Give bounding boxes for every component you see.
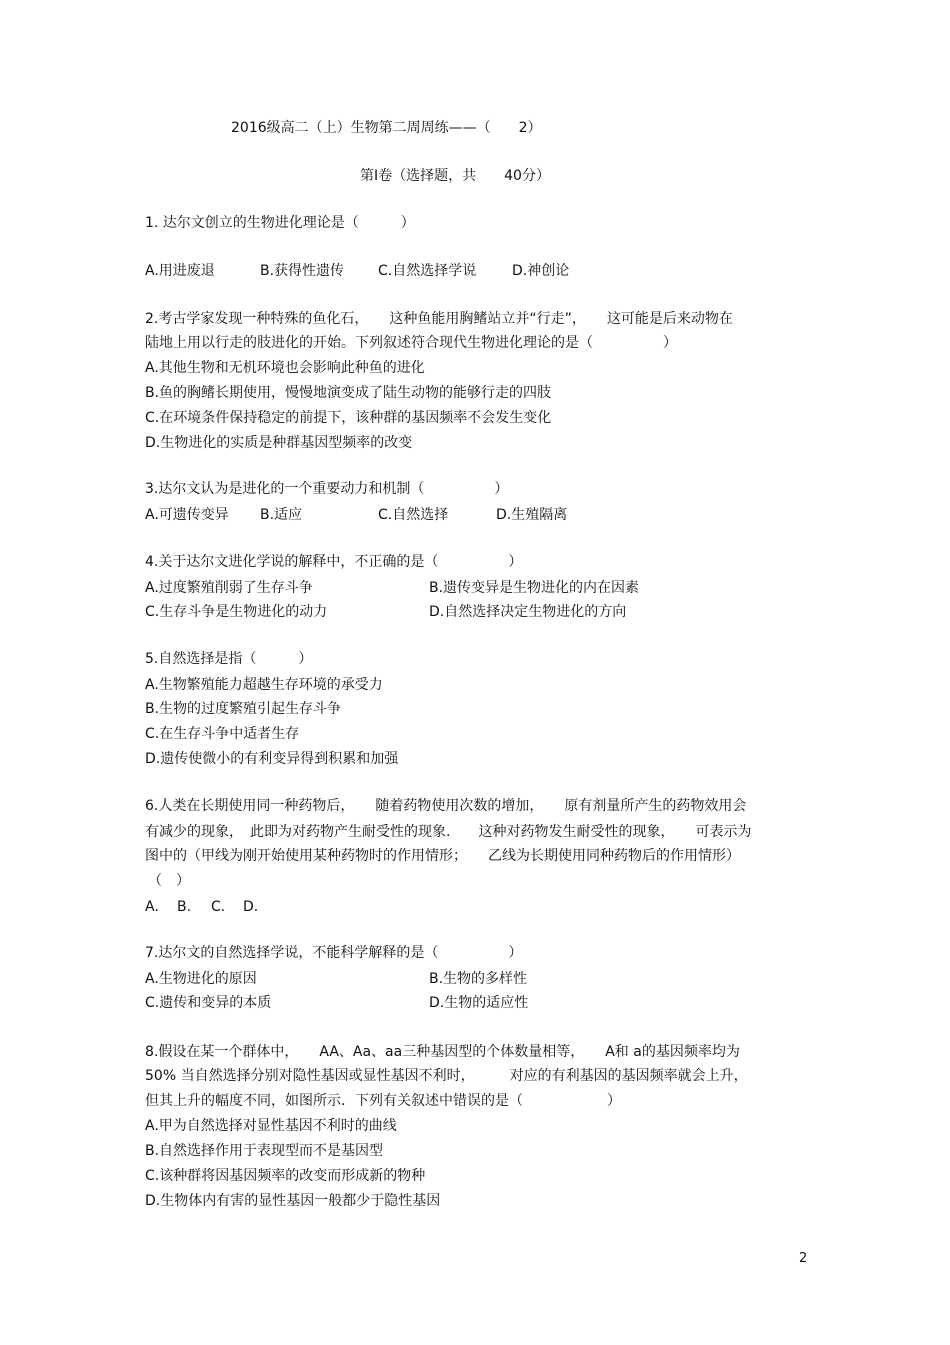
q6-option-c: C.: [211, 899, 226, 915]
q3-stem: 3.达尔文认为是进化的一个重要动力和机制（ ）: [145, 481, 509, 497]
q6-stem-line3: 图中的（甲线为刚开始使用某种药物时的作用情形； 乙线为长期使用同种药物后的作用情形）: [145, 848, 740, 864]
q6-option-b: B.: [177, 899, 192, 915]
q8-option-c: C.该种群将因基因频率的改变而形成新的物种: [145, 1168, 426, 1184]
q8-stem-line3: 但其上升的幅度不同，如图所示．下列有关叙述中错误的是（ ）: [145, 1093, 621, 1109]
q2-option-b: B.鱼的胸鳍长期使用，慢慢地演变成了陆生动物的能够行走的四肢: [145, 385, 552, 401]
q8-option-d: D.生物体内有害的显性基因一般都少于隐性基因: [145, 1193, 441, 1209]
q2-option-a: A.其他生物和无机环境也会影响此种鱼的进化: [145, 360, 425, 376]
q8-option-b: B.自然选择作用于表现型而不是基因型: [145, 1143, 384, 1159]
q3-option-b: B.适应: [260, 507, 303, 523]
page-number: 2: [799, 1251, 808, 1266]
q2-option-d: D.生物进化的实质是种群基因型频率的改变: [145, 435, 413, 451]
q1-stem: 1. 达尔文创立的生物进化理论是（ ）: [145, 215, 415, 231]
q4-option-c: C.生存斗争是生物进化的动力: [145, 604, 328, 620]
q1-option-d: D.神创论: [512, 263, 570, 279]
q4-option-b: B.遗传变异是生物进化的内在因素: [429, 580, 640, 596]
q8-stem-line2: 50% 当自然选择分别对隐性基因或显性基因不利时， 对应的有利基因的基因频率就会上升，: [145, 1068, 748, 1084]
q3-option-c: C.自然选择: [378, 507, 449, 523]
q6-stem-line1: 6.人类在长期使用同一种药物后， 随着药物使用次数的增加， 原有剂量所产生的药物效用会: [145, 798, 747, 814]
q4-option-d: D.自然选择决定生物进化的方向: [429, 604, 627, 620]
page-title: 2016级高二（上）生物第二周周练——（ 2）: [231, 120, 542, 136]
q1-option-c: C.自然选择学说: [378, 263, 477, 279]
q3-option-d: D.生殖隔离: [496, 507, 568, 523]
q6-option-d: D.: [243, 899, 259, 915]
q5-option-a: A.生物繁殖能力超越生存环境的承受力: [145, 677, 383, 693]
q4-stem: 4.关于达尔文进化学说的解释中，不正确的是（ ）: [145, 554, 523, 570]
q7-option-d: D.生物的适应性: [429, 995, 529, 1011]
q3-option-a: A.可遗传变异: [145, 507, 229, 523]
q1-option-a: A.用进废退: [145, 263, 215, 279]
q2-option-c: C.在环境条件保持稳定的前提下，该种群的基因频率不会发生变化: [145, 410, 552, 426]
q6-stem-line2: 有减少的现象， 此即为对药物产生耐受性的现象. 这种对药物发生耐受性的现象， 可表示为: [145, 824, 752, 840]
section-title: 第Ⅰ卷（选择题，共 40分）: [360, 168, 550, 184]
q5-option-c: C.在生存斗争中适者生存: [145, 726, 300, 742]
q7-option-a: A.生物进化的原因: [145, 971, 257, 987]
q2-stem-line2: 陆地上用以行走的肢进化的开始。下列叙述符合现代生物进化理论的是（ ）: [145, 335, 677, 351]
q5-option-d: D.遗传使微小的有利变异得到积累和加强: [145, 751, 399, 767]
q6-stem-line4: （ ）: [148, 873, 190, 889]
q6-option-a: A.: [145, 899, 159, 915]
q5-option-b: B.生物的过度繁殖引起生存斗争: [145, 701, 342, 717]
q7-stem: 7.达尔文的自然选择学说，不能科学解释的是（ ）: [145, 945, 523, 961]
q4-option-a: A.过度繁殖削弱了生存斗争: [145, 580, 313, 596]
q1-option-b: B.获得性遗传: [260, 263, 345, 279]
q2-stem-line1: 2.考古学家发现一种特殊的鱼化石， 这种鱼能用胸鳍站立并“行走”， 这可能是后来动物在: [145, 311, 733, 327]
q7-option-c: C.遗传和变异的本质: [145, 995, 272, 1011]
q8-stem-line1: 8.假设在某一个群体中， AA、Aa、aa三种基因型的个体数量相等， A和 a的基因频率均为: [145, 1044, 740, 1060]
q7-option-b: B.生物的多样性: [429, 971, 528, 987]
q8-option-a: A.甲为自然选择对显性基因不利时的曲线: [145, 1118, 397, 1134]
q5-stem: 5.自然选择是指（ ）: [145, 651, 313, 667]
